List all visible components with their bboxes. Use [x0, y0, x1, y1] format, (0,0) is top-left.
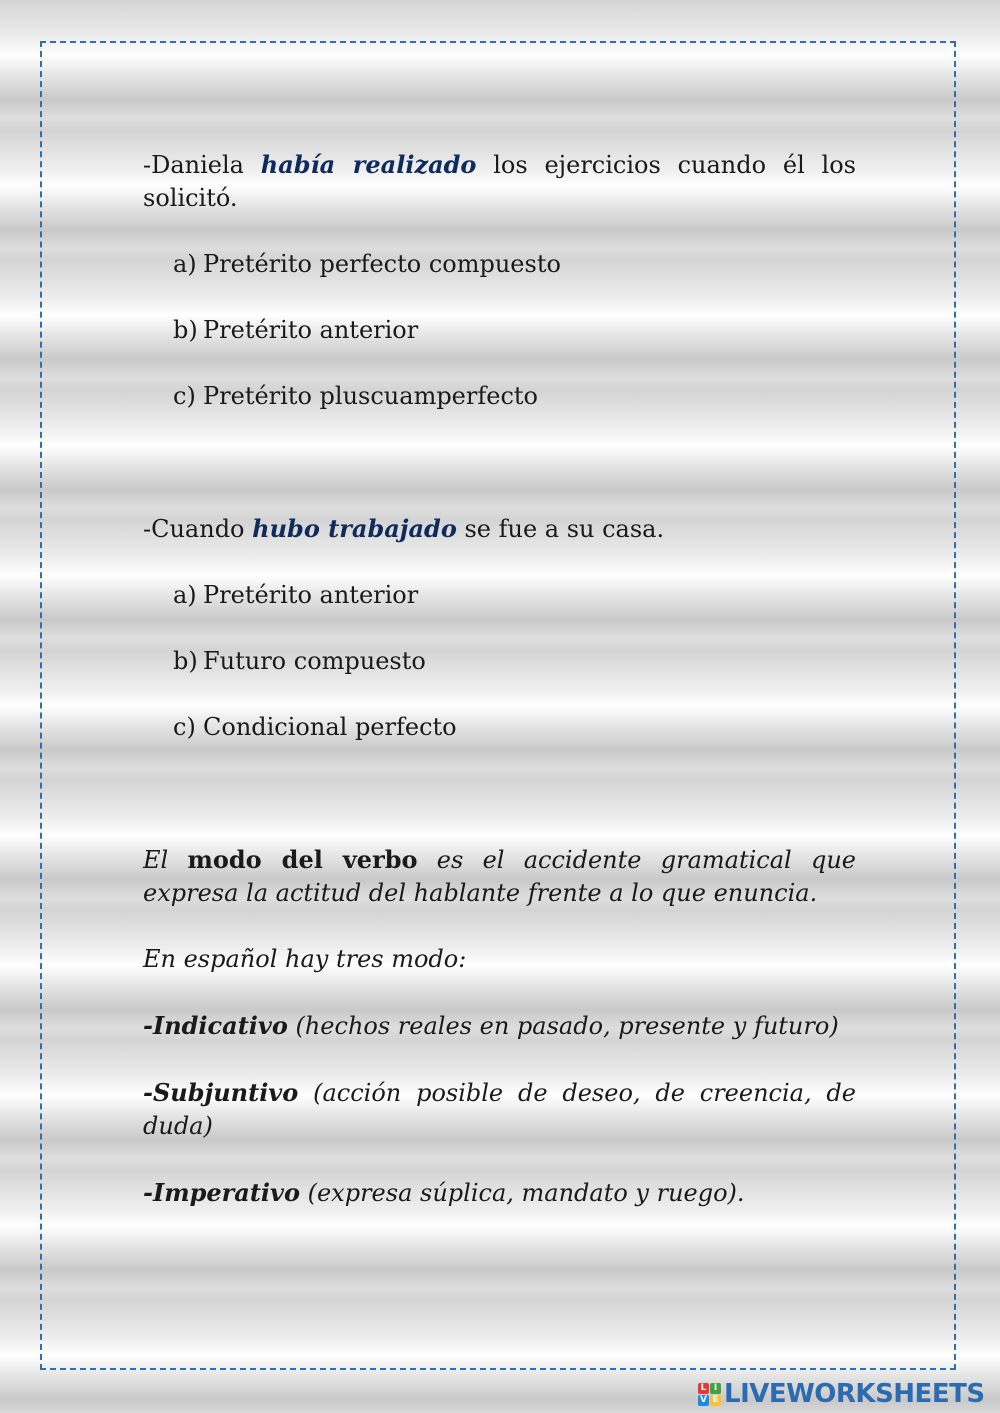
- verb-mode-info: [143, 843, 856, 1210]
- mode-name: -Subjuntivo: [143, 1078, 299, 1107]
- logo-mark-cell: V: [698, 1395, 709, 1406]
- option-letter: b): [173, 316, 198, 344]
- question-2-pre: -Cuando: [143, 515, 253, 543]
- option-text: Pretérito perfecto compuesto: [203, 250, 561, 278]
- logo-mark-icon: [698, 1383, 721, 1406]
- spacer: [143, 777, 856, 843]
- modes-intro: En español hay tres modo:: [143, 945, 467, 973]
- question-2: [143, 512, 856, 546]
- logo-mark-cell: E: [710, 1395, 721, 1406]
- option-letter: a): [173, 250, 197, 278]
- question-2-verb: hubo trabajado: [252, 514, 457, 543]
- question-2-option-b[interactable]: [173, 645, 856, 678]
- definition-pre: El: [143, 846, 188, 874]
- mode-indicativo: [143, 1009, 856, 1043]
- question-1-option-a[interactable]: [173, 248, 856, 281]
- option-text: Futuro compuesto: [203, 647, 426, 675]
- question-1-pre: -Daniela: [143, 151, 261, 179]
- question-1-option-b[interactable]: [173, 314, 856, 347]
- logo-mark-cell: L: [698, 1383, 709, 1394]
- question-2-options: [173, 579, 856, 744]
- spacer: [143, 446, 856, 512]
- question-1-options: [173, 248, 856, 413]
- question-1-post: los ejercicios cuando él los solicitó.: [143, 151, 856, 212]
- option-letter: c): [173, 382, 196, 410]
- question-1-option-c[interactable]: [173, 380, 856, 413]
- mode-desc: (expresa súplica, mandato y ruego).: [299, 1179, 745, 1207]
- question-2-option-a[interactable]: [173, 579, 856, 612]
- logo-text: LIVEWORKSHEETS: [724, 1379, 985, 1409]
- option-text: Pretérito anterior: [203, 581, 419, 609]
- worksheet-content: [143, 148, 856, 1243]
- definition-term: modo del verbo: [187, 845, 418, 874]
- question-2-post: se fue a su casa.: [456, 515, 665, 543]
- liveworksheets-logo[interactable]: [698, 1378, 985, 1410]
- question-2-option-c[interactable]: [173, 711, 856, 744]
- mode-desc: (acción posible de deseo, de creencia, de duda): [143, 1079, 856, 1140]
- option-letter: b): [173, 647, 198, 675]
- option-letter: a): [173, 581, 197, 609]
- mode-definition: [143, 843, 856, 910]
- mode-imperativo: [143, 1176, 856, 1210]
- question-1-verb: había realizado: [260, 150, 477, 179]
- mode-subjuntivo: [143, 1076, 856, 1143]
- mode-desc: (hechos reales en pasado, presente y futuro): [287, 1012, 839, 1040]
- option-letter: c): [173, 713, 196, 741]
- option-text: Pretérito anterior: [203, 316, 419, 344]
- logo-mark-cell: I: [710, 1383, 721, 1394]
- mode-name: -Indicativo: [143, 1011, 288, 1040]
- question-1: [143, 148, 856, 215]
- mode-name: -Imperativo: [143, 1178, 300, 1207]
- definition-post: es el accidente gramatical que expresa la actitud del hablante frente a lo que enuncia.: [143, 846, 857, 907]
- option-text: Condicional perfecto: [203, 713, 457, 741]
- option-text: Pretérito pluscuamperfecto: [203, 382, 538, 410]
